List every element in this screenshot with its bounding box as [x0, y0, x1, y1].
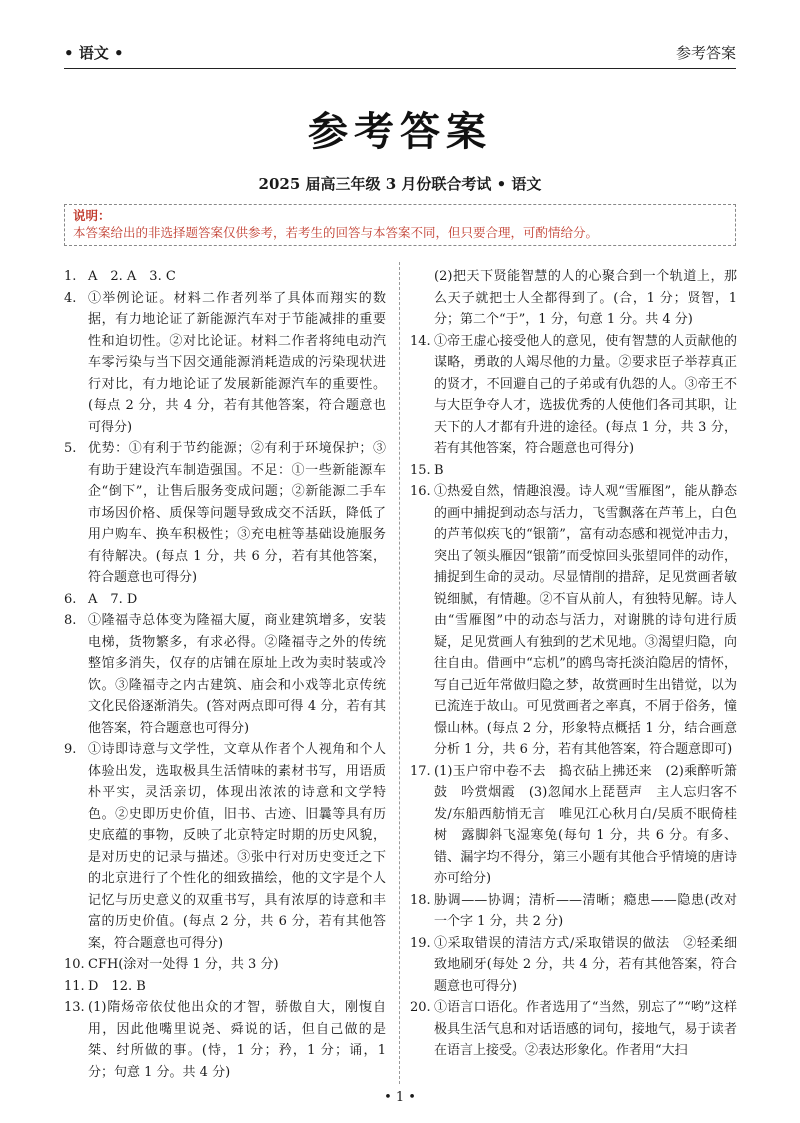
answer-item	[410, 481, 737, 761]
answer-text: ①采取错误的清洁方式/采取错误的做法 ②轻柔细致地刷牙(每处 2 分，共 4 分，若有其他答案，符合题意也可得分)	[434, 935, 737, 994]
answer-text: CFH(涂对一处得 1 分，共 3 分)	[88, 957, 279, 972]
answer-number: 10.	[64, 957, 85, 972]
answer-number: 11.	[64, 978, 85, 994]
answer-number: 14.	[410, 333, 431, 349]
note-text: 本答案给出的非选择题答案仅供参考，若考生的回答与本答案不同，但只要合理，可酌情给分。	[73, 225, 599, 240]
answer-number	[410, 266, 434, 331]
answer-item	[64, 954, 386, 976]
answer-text: (2)把天下贤能智慧的人的心聚合到一个轨道上，那么天子就把士人全都得到了。(合，1 分；贤智，1 分；第二个“于”，1 分，句意 1 分。共 4 分)	[434, 269, 737, 327]
answer-text: A 7. D	[88, 591, 138, 607]
answer-number: 15.	[410, 462, 431, 478]
answer-number: 19.	[410, 935, 431, 951]
header-subject: • 语文 •	[64, 44, 124, 62]
answer-text: ①诗即诗意与文学性，文章从作者个人视角和个人体验出发，选取极具生活情味的素材书写，用语质朴平实，灵活亲切，体现出浓浓的诗意和文学特色。②史即历史价值，旧书、古迹、旧曩等具有历史底蕴的事物，反映了北京特定时期的历史风貌，是对历史的记录与描述。③张中行对历史变迁之下的北京进行了个性化的细致描绘，他的文字是个人记忆与历史意义的双重书写，具有浓厚的诗意和丰富的历史价值。(每点 2 分，共 6 分，若有其他答案，符合题意也可得分)	[88, 742, 386, 951]
answer-text: B	[434, 462, 444, 478]
answer-item	[410, 997, 737, 1062]
answer-text: 胁调——协调；清析——清晰；瘾患——隐患(改对一个字 1 分，共 2 分)	[434, 892, 737, 929]
note-box	[64, 204, 736, 246]
header-doc-type: 参考答案	[675, 44, 736, 62]
answer-number: 16.	[410, 484, 431, 499]
answer-item	[410, 331, 737, 460]
answer-item	[410, 266, 737, 331]
answer-text: ①举例论证。材料二作者列举了具体而翔实的数据，有力地论证了新能源汽车对于节能减排的重要性和迫切性。②对比论证。材料二作者将纯电动汽车零污染与当下因交通能源消耗造成的污染现状进行对比，有力地论证了发展新能源汽车的重要性。(每点 2 分，共 4 分，若有其他答案，符合题意也可得分)	[88, 290, 386, 435]
answer-item	[64, 997, 386, 1083]
answer-item	[64, 976, 386, 998]
answer-text: ①热爱自然，情趣浪漫。诗人观“雪雁图”，能从静态的画中捕捉到动态与活力，飞雪飘落在芦苇上，白色的芦苇似疾飞的“银箭”，富有动态感和视觉冲击力，突出了领头雁因“银箭”而受惊回头张望同伴的动作，捕捉到生命的灵动。尽显情削的措辞，足见赏画者敏锐细腻，有情趣。②不盲从前人，有独特见解。诗人由“雪雁图”中的动态与活力，对谢朓的诗句进行质疑，足见赏画人有独到的艺术见地。③渴望归隐，向往自由。借画中“忘机”的鸥鸟寄托淡泊隐居的情怀，写自己近年常做归隐之梦，故赏画时生出错觉，以为已流连于故山。可见赏画者之率真，不屑于俗务，憧憬山林。(每点 2 分，形象特点概括 1 分，结合画意分析 1 分，共 6 分，若有其他答案，符合题意即可)	[434, 484, 737, 757]
answer-number: 8.	[64, 613, 77, 628]
answer-text: ①帝王虚心接受他人的意见，使有智慧的人贡献他的谋略，勇敢的人竭尽他的力量。②要求臣子举荐真正的贤才，不回避自己的子弟或有仇怨的人。③帝王不与大臣争夺人才，选拔优秀的人使他们各司其职，让天下的人才都有升进的途径。(每点 1 分，共 3 分，若有其他答案，符合题意也可得分)	[434, 333, 737, 456]
answer-number: 4.	[64, 290, 77, 306]
exam-subtitle: 2025 届高三年级 3 月份联合考试 • 语文	[258, 175, 542, 193]
answer-number: 13.	[64, 1000, 85, 1015]
header-divider	[64, 68, 736, 69]
answer-item	[64, 266, 386, 288]
answer-text: 优势：①有利于节约能源；②有利于环境保护；③有助于建设汽车制造强国。不足：①一些新能源车企“倒下”，让售后服务变成问题；②新能源二手车市场因价格、质保等问题导致成交不活跃，降低了用户购车、换车积极性；③充电桩等基础设施服务有待解决。(每点 1 分，共 6 分，若有其他答案，符合题意也可得分)	[88, 441, 386, 585]
answer-number: 18.	[410, 892, 431, 908]
answer-number: 17.	[410, 763, 431, 779]
answer-text: (1)玉户帘中卷不去 捣衣砧上拂还来 (2)乘醉听箫鼓 吟赏烟霞 (3)忽闻水上琵琶声 主人忘归客不发/东船西舫悄无言 唯见江心秋月白/吴质不眠倚桂树 露脚斜飞湿寒兔(每句 1 分，共 6 分。有多、错、漏字均不得分，第三小题有其他合乎情境的唐诗亦可给分)	[434, 763, 737, 886]
answer-number: 6.	[64, 591, 77, 607]
answer-item	[410, 890, 737, 933]
answer-item	[64, 438, 386, 589]
answer-item	[64, 288, 386, 439]
answer-text: A 2. A 3. C	[88, 269, 176, 284]
page-number: • 1 •	[384, 1090, 416, 1105]
answer-item	[64, 610, 386, 739]
answer-text: ①隆福寺总体变为隆福大厦，商业建筑增多，安装电梯，货物繁多，有求必得。②隆福寺之外的传统整馆多消失，仅存的店铺在原址上改为卖时装或冷饮。③隆福寺之内古建筑、庙会和小戏等北京传统文化民俗逐渐消失。(答对两点即可得 4 分，若有其他答案，符合题意也可得分)	[88, 613, 386, 736]
answer-number: 20.	[410, 1000, 431, 1015]
page-title: 参考答案	[308, 109, 492, 155]
answer-number: 1.	[64, 269, 77, 284]
answer-item	[64, 589, 386, 611]
answer-item	[410, 460, 737, 482]
answer-text: (1)隋炀帝依仗他出众的才智，骄傲自大，刚愎自用，因此他嘴里说尧、舜说的话，但自己做的是桀、纣所做的事。(恃，1 分；矜，1 分；诵，1 分；句意 1 分。共 4 分)	[88, 1000, 386, 1080]
answer-number: 9.	[64, 742, 77, 757]
note-label: 说明：	[73, 208, 111, 223]
answer-item	[410, 761, 737, 890]
answer-item	[410, 933, 737, 998]
column-divider	[399, 262, 400, 1084]
answer-number: 5.	[64, 441, 77, 456]
answer-text: D 12. B	[88, 978, 146, 994]
answers-left-column	[64, 266, 386, 1083]
answers-right-column	[410, 266, 737, 1062]
answer-item	[64, 739, 386, 954]
answer-text: ①语言口语化。作者选用了“当然，别忘了”“哟”这样极具生活气息和对话语感的词句，接地气，易于读者在语言上接受。②表达形象化。作者用“大扫	[434, 1000, 737, 1058]
